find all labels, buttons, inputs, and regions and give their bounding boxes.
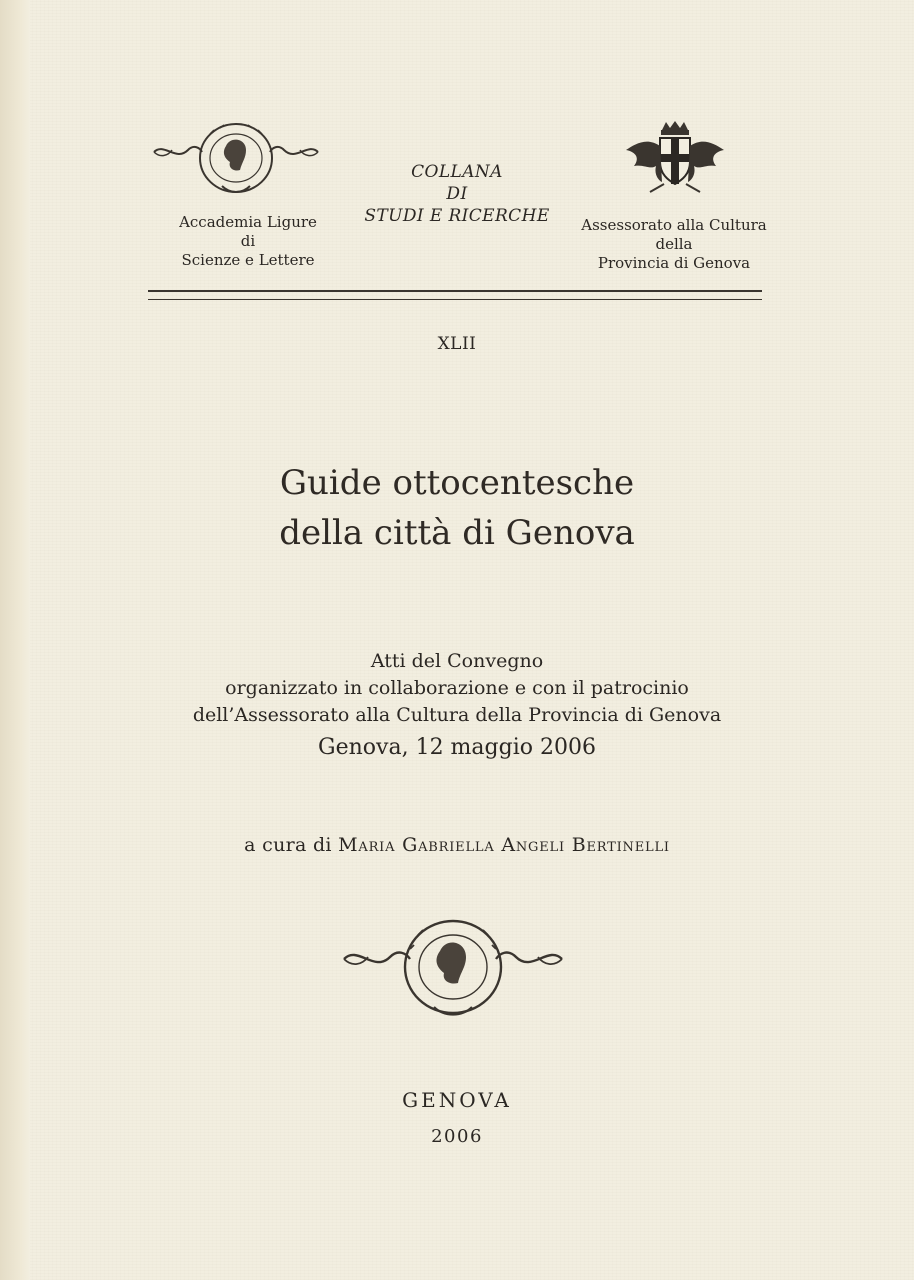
left-institution-name bbox=[130, 213, 366, 270]
academy-emblem-icon bbox=[150, 118, 322, 200]
volume-number: XLII bbox=[437, 334, 477, 354]
conference-description bbox=[110, 648, 804, 765]
header-rule-thick bbox=[148, 290, 762, 292]
left-institution-line: di bbox=[240, 232, 256, 250]
editor-prefix: a cura di bbox=[244, 834, 332, 856]
title-line: della città di Genova bbox=[279, 513, 635, 553]
province-coat-of-arms-icon bbox=[620, 120, 730, 200]
series-line: DI bbox=[446, 184, 468, 204]
editor-credit bbox=[130, 834, 784, 856]
publication-city: GENOVA bbox=[402, 1088, 512, 1112]
description-line: dell’Assessorato alla Cultura della Provincia di Genova bbox=[192, 704, 722, 726]
cover-spine-edge bbox=[0, 0, 30, 1280]
series-title bbox=[340, 161, 574, 227]
book-title bbox=[180, 458, 734, 558]
header-rule-thin bbox=[148, 299, 762, 300]
description-line: Atti del Convegno bbox=[370, 650, 544, 672]
title-line: Guide ottocentesche bbox=[279, 463, 635, 503]
right-institution-name bbox=[574, 216, 774, 273]
left-institution-line: Accademia Ligure bbox=[179, 213, 317, 231]
conference-date: Genova, 12 maggio 2006 bbox=[318, 735, 596, 760]
academy-emblem-large-icon bbox=[340, 915, 566, 1023]
publication-year: 2006 bbox=[431, 1126, 483, 1147]
right-institution-line: Assessorato alla Cultura bbox=[581, 216, 767, 234]
description-line: organizzato in collaborazione e con il patrocinio bbox=[225, 677, 689, 699]
series-line: COLLANA bbox=[411, 162, 503, 182]
right-institution-line: della bbox=[655, 235, 693, 253]
series-line: STUDI E RICERCHE bbox=[364, 206, 550, 226]
editor-name: Maria Gabriella Angeli Bertinelli bbox=[338, 834, 670, 856]
right-institution-line: Provincia di Genova bbox=[597, 254, 751, 272]
left-institution-line: Scienze e Lettere bbox=[181, 251, 315, 269]
